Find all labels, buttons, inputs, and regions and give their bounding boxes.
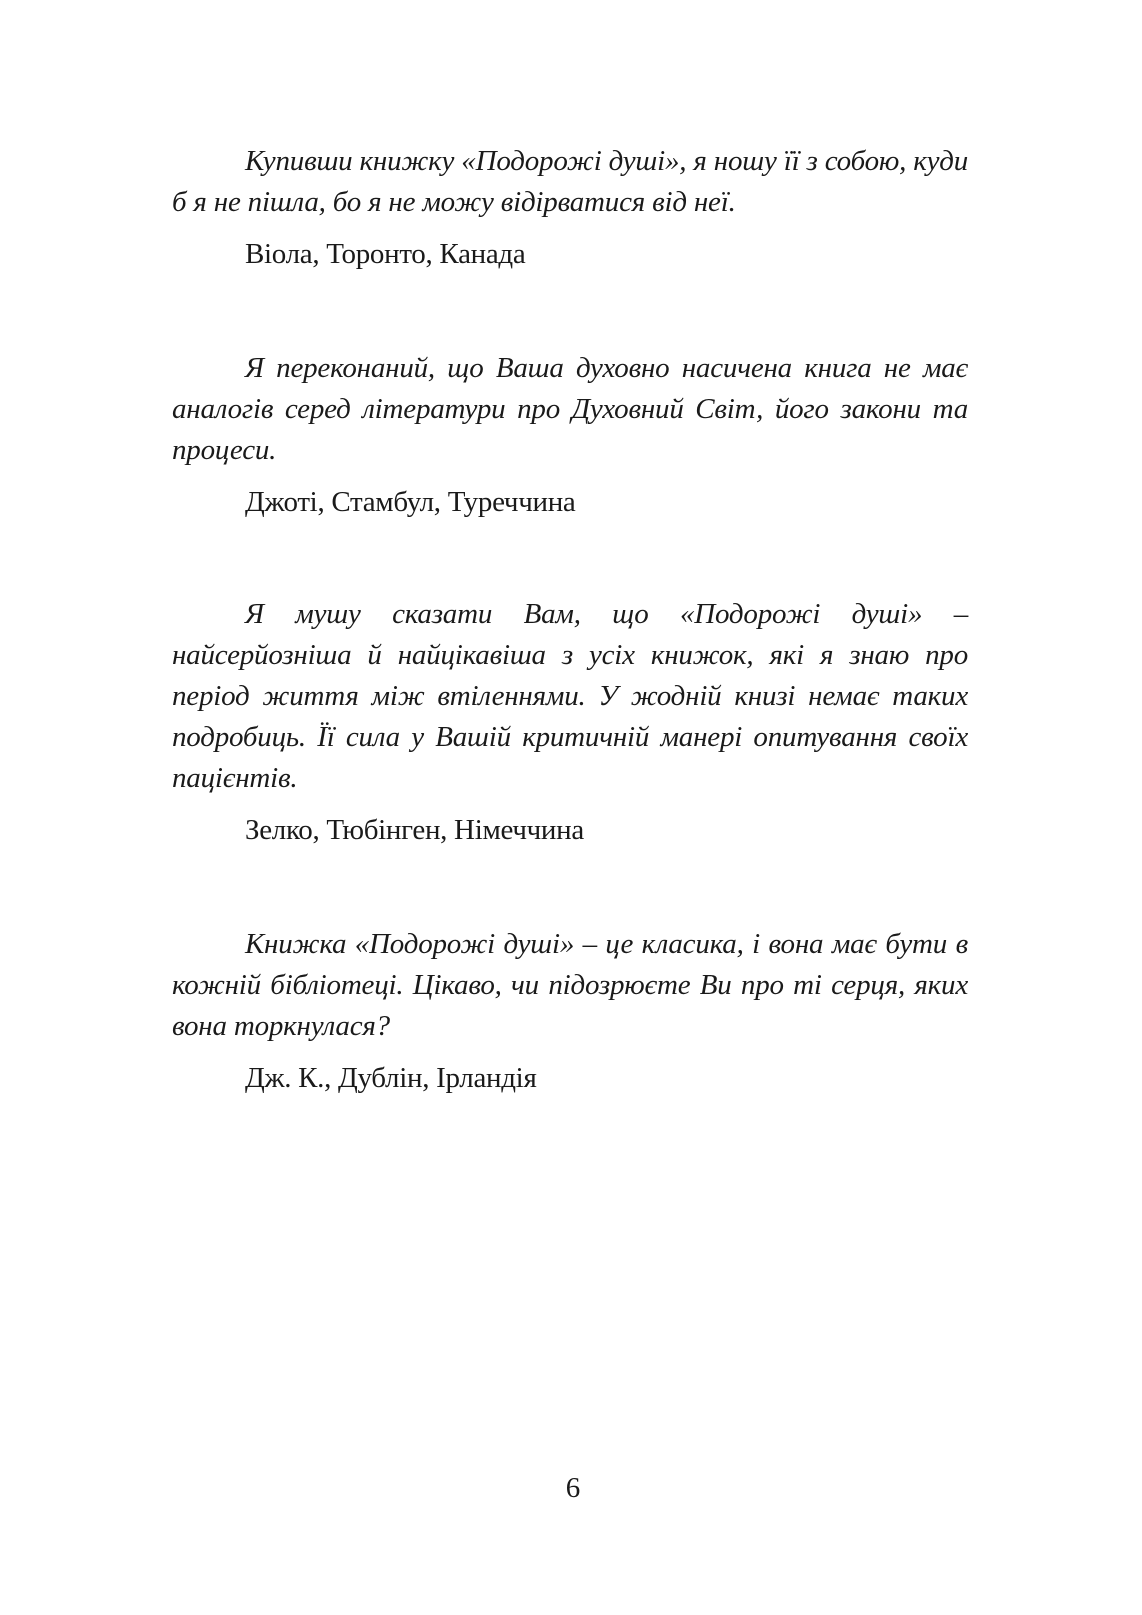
testimonial-quote: Книжка «Подорожі душі» – це класика, і вона має бути в кожній бібліотеці. Цікаво, чи підозрюєте Ви про ті серця, яких вона торкнулася? (172, 928, 968, 1042)
testimonial (172, 594, 968, 851)
testimonial-quote: Я мушу сказати Вам, що «Подорожі душі» – найсерйозніша й найцікавіша з усіх книжок, які я знаю про період життя між втіленнями. У жодній книзі немає таких подробиць. Її сила у Вашій критичній манері опитування своїх пацієнтів. (172, 598, 968, 794)
testimonial-attribution: Віола, Торонто, Канада (245, 238, 526, 270)
testimonial-attribution: Дж. К., Дублін, Ірландія (245, 1062, 537, 1094)
testimonial (172, 141, 968, 275)
testimonial (172, 924, 968, 1099)
testimonial-quote: Я переконаний, що Ваша духовно насичена книга не має аналогів серед літератури про Духовний Світ, його закони та процеси. (172, 352, 968, 466)
page-number: 6 (565, 1472, 581, 1504)
testimonial (172, 348, 968, 523)
testimonial-attribution: Зелко, Тюбінген, Німеччина (245, 814, 584, 846)
testimonial-quote: Купивши книжку «Подорожі душі», я ношу її з собою, куди б я не пішла, бо я не можу відірватися від неї. (172, 145, 968, 218)
testimonial-attribution: Джоті, Стамбул, Туреччина (245, 486, 576, 518)
